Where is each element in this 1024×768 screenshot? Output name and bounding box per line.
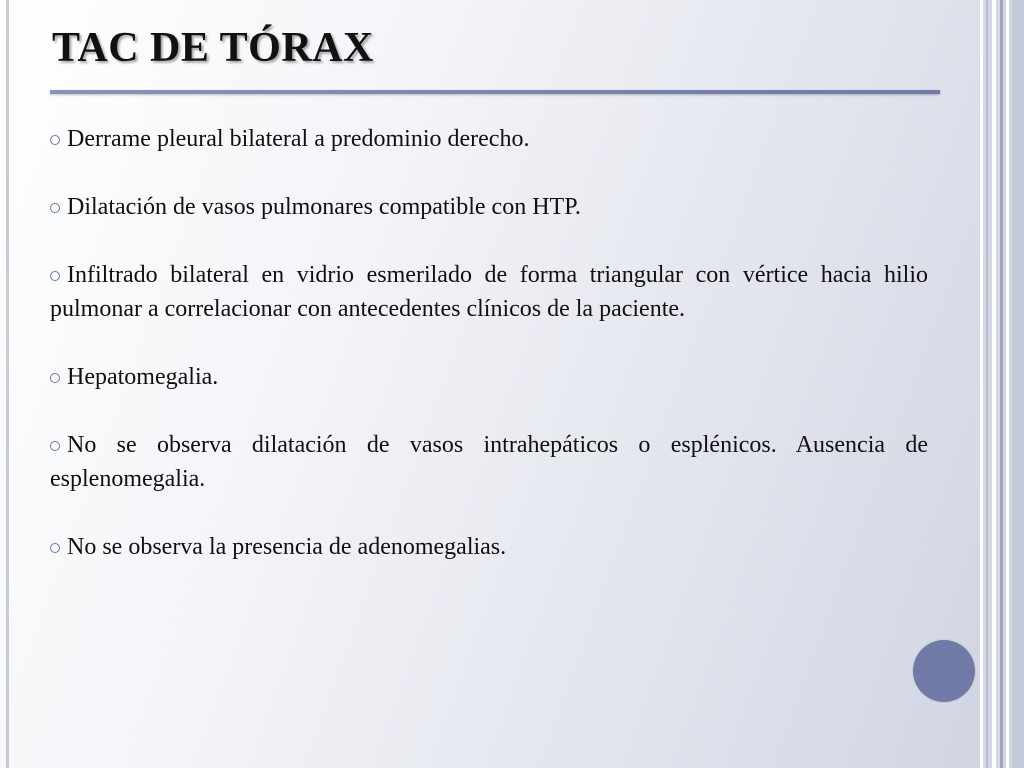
hollow-circle-bullet-icon — [50, 135, 60, 145]
hollow-circle-bullet-icon — [50, 373, 60, 383]
decorative-stripe — [986, 0, 988, 768]
hollow-circle-bullet-icon — [50, 271, 60, 281]
bullet-list — [50, 122, 928, 598]
bullet-item-6 — [50, 530, 928, 564]
hollow-circle-bullet-icon — [50, 203, 60, 213]
decorative-stripe — [1000, 0, 1003, 768]
left-edge-divider — [6, 0, 9, 768]
circle-nav-icon[interactable] — [913, 640, 975, 702]
bullet-item-2 — [50, 190, 928, 224]
bullet-item-1 — [50, 122, 928, 156]
decorative-stripe — [980, 0, 983, 768]
decorative-stripe — [1006, 0, 1009, 768]
bullet-text: Dilatación de vasos pulmonares compatible con HTP. — [67, 194, 581, 220]
bullet-text: No se observa la presencia de adenomegalias. — [67, 534, 507, 560]
bullet-item-4 — [50, 360, 928, 394]
bullet-text: No se observa dilatación de vasos intrahepáticos o esplénicos. Ausencia de esplenomegalia. — [50, 432, 928, 492]
hollow-circle-bullet-icon — [50, 441, 60, 451]
hollow-circle-bullet-icon — [50, 543, 60, 553]
bullet-item-5 — [50, 428, 928, 496]
right-decorative-band — [980, 0, 1024, 768]
title-underline — [50, 90, 940, 94]
decorative-stripe — [992, 0, 996, 768]
bullet-text: Derrame pleural bilateral a predominio derecho. — [67, 126, 530, 152]
bullet-text: Hepatomegalia. — [67, 364, 219, 390]
bullet-text: Infiltrado bilateral en vidrio esmerilado de forma triangular con vértice hacia hilio pulmonar a correlacionar con antecedentes clínicos de la paciente. — [50, 262, 928, 322]
decorative-stripe — [1012, 0, 1024, 768]
slide-title: TAC DE TÓRAX — [52, 25, 374, 71]
bullet-item-3 — [50, 258, 928, 326]
